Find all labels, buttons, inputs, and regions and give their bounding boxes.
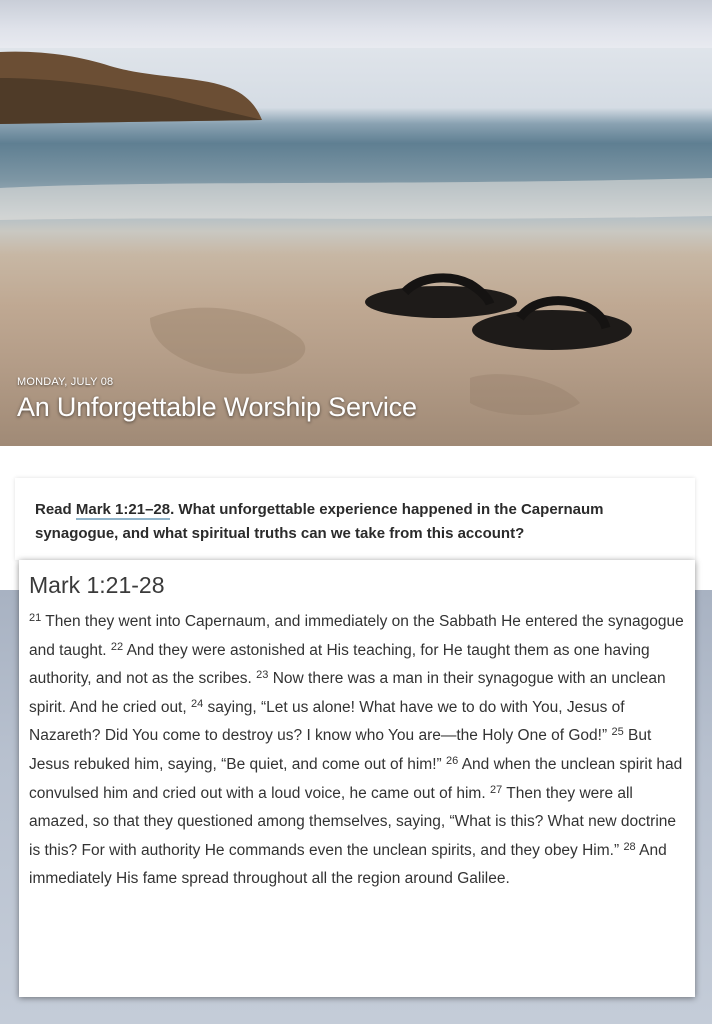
question-card xyxy=(15,478,695,560)
page-title: An Unforgettable Worship Service xyxy=(17,392,417,422)
scripture-popup xyxy=(19,560,695,997)
verse-number: 24 xyxy=(190,697,204,710)
verse-number: 21 xyxy=(29,612,42,624)
verse-text: And when the unclean spirit had convulsed him and cried out with a loud voice, he came out of him. xyxy=(29,755,683,802)
question-prefix: Read xyxy=(35,501,76,518)
hero-banner xyxy=(0,48,712,446)
verse-text: Now there was a man in their synagogue with an unclean spirit. And he cried out, xyxy=(29,670,666,716)
top-strip xyxy=(0,0,712,48)
hero-date: MONDAY, JULY 08 xyxy=(17,376,114,388)
verse-number: 25 xyxy=(611,726,624,739)
verse-number: 28 xyxy=(623,840,636,853)
passage-body xyxy=(29,608,685,894)
verse-text: And immediately His fame spread throughout all the region around Galilee. xyxy=(29,841,667,888)
favorite-icon[interactable] xyxy=(598,48,610,54)
passage-title: Mark 1:21-28 xyxy=(29,572,165,598)
verse-number: 27 xyxy=(489,783,503,796)
verse-number: 26 xyxy=(446,754,459,767)
verse-number: 22 xyxy=(110,640,124,653)
verse-text: And they were astonished at His teaching, for He taught them as one having authority, and not as the scribes. xyxy=(29,641,650,688)
verse-text: saying, “Let us alone! What have we to do with You, Jesus of Nazareth? Did You come to destroy us? I know who You are—the Holy One of God!” xyxy=(29,698,625,745)
verse-text: But Jesus rebuked him, saying, “Be quiet, and come out of him!” xyxy=(29,727,652,773)
scripture-link[interactable]: Mark 1:21–28 xyxy=(75,501,171,518)
verse-text: Then they were all amazed, so that they questioned among themselves, saying, “What is this? What new doctrine is this? For with authority He commands even the unclean spirits, and they obey Him.” xyxy=(29,784,677,859)
verse-text: Then they went into Capernaum, and immediately on the Sabbath He entered the synagogue and taught. xyxy=(29,613,684,659)
question-text: . What unforgettable experience happened in the Capernaum synagogue, and what spiritual truths can we take from this account? xyxy=(35,501,604,542)
bookmark-icon[interactable] xyxy=(640,48,652,54)
share-icon[interactable] xyxy=(682,48,694,54)
verse-number: 23 xyxy=(256,669,269,682)
hero-icons xyxy=(598,48,694,54)
